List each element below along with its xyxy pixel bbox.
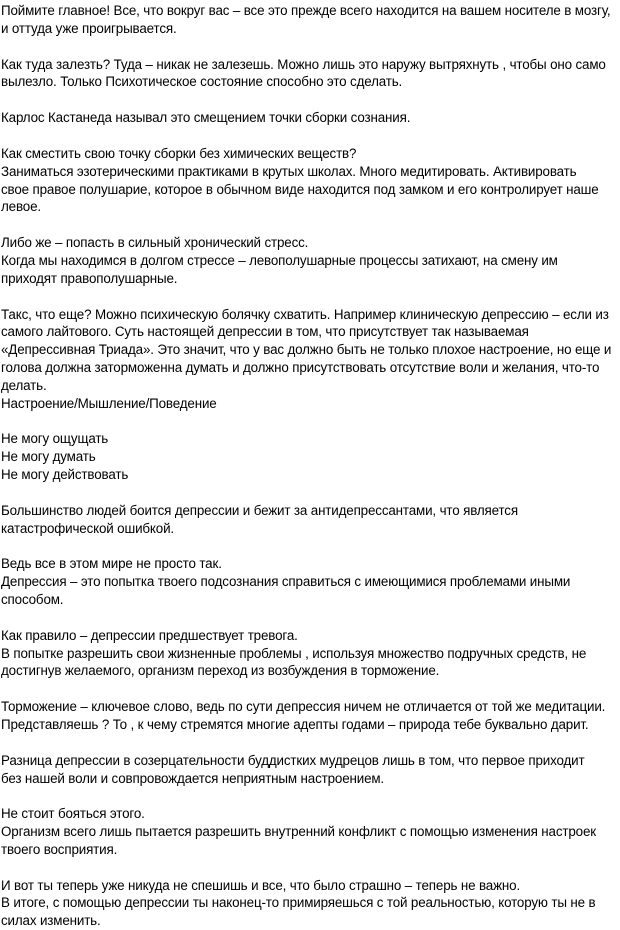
- text-line: Не могу думать: [1, 449, 96, 465]
- paragraph: [1, 109, 614, 127]
- paragraph: [1, 752, 614, 788]
- text-line: Как сместить свою точку сборки без химических веществ?: [1, 145, 357, 161]
- text-line: Не могу ощущать: [1, 431, 109, 447]
- paragraph: [1, 698, 614, 734]
- text-line: левое.: [1, 199, 41, 215]
- text-line: Не могу действовать: [1, 466, 129, 482]
- text-line: Как правило – депрессии предшествует тревога.: [1, 627, 298, 643]
- text-line: Карлос Кастанеда называл это смещением точки сборки сознания.: [1, 110, 411, 126]
- text-line: «Депрессивная Триада». Это значит, что у вас должно быть не только плохое настроение, но еще и: [1, 342, 612, 358]
- document-body: [1, 2, 614, 930]
- text-line: свое правое полушарие, которое в обычном виде находится под замком и его контролирует наше: [1, 181, 599, 197]
- text-line: катастрофической ошибкой.: [1, 520, 174, 536]
- text-line: Не стоит бояться этого.: [1, 806, 145, 822]
- text-line: Представляешь ? То , к чему стремятся многие адепты годами – природа тебе буквально дарит.: [1, 716, 589, 732]
- paragraph: [1, 502, 614, 538]
- paragraph: [1, 627, 614, 680]
- text-line: Когда мы находимся в долгом стрессе – левополушарные процессы затихают, на смену им: [1, 252, 558, 268]
- text-line: Организм всего лишь пытается разрешить внутренний конфликт с помощью изменения настроек: [1, 824, 596, 840]
- paragraph: [1, 877, 614, 930]
- text-line: В итоге, с помощью депрессии ты наконец-то примиряешься с той реальностью, которую ты не в: [1, 895, 596, 911]
- paragraph: [1, 2, 614, 38]
- text-line: достигнув желаемого, организм переход из возбуждения в торможение.: [1, 663, 440, 679]
- text-line: Такс, что еще? Можно психическую болячку схватить. Например клиническую депрессию – если из: [1, 306, 609, 322]
- text-line: голова должна заторможенна думать и должно присутствовать отсутствие воли и желания, что-то: [1, 359, 600, 375]
- text-line: Депрессия – это попытка твоего подсознания справиться с имеющимися проблемами иными: [1, 574, 571, 590]
- paragraph: [1, 56, 614, 92]
- text-line: Настроение/Мышление/Поведение: [1, 395, 217, 411]
- text-line: вылезло. Только Психотическое состояние способно это сделать.: [1, 74, 403, 90]
- text-line: без нашей воли и совпровождается неприятным настроением.: [1, 770, 384, 786]
- text-line: В попытке разрешить свои жизненные проблемы , используя множество подручных средств, не: [1, 645, 587, 661]
- text-line: приходят правополушарные.: [1, 270, 178, 286]
- paragraph: [1, 145, 614, 216]
- paragraph: [1, 430, 614, 483]
- text-line: Заниматься эзотерическими практиками в крутых школах. Много медитировать. Активировать: [1, 163, 577, 179]
- text-line: твоего восприятия.: [1, 841, 118, 857]
- text-line: Ведь все в этом мире не просто так.: [1, 556, 222, 572]
- text-line: Либо же – попасть в сильный хронический стресс.: [1, 235, 309, 251]
- text-line: самого лайтового. Суть настоящей депрессии в том, что присутствует так называемая: [1, 324, 529, 340]
- paragraph: [1, 805, 614, 858]
- text-line: Как туда залезть? Туда – никак не залезешь. Можно лишь это наружу вытряхнуть , чтобы оно само: [1, 56, 606, 72]
- text-line: Торможение – ключевое слово, ведь по сути депрессия ничем не отличается от той же медитации.: [1, 699, 606, 715]
- text-line: способом.: [1, 591, 64, 607]
- text-line: силах изменить.: [1, 913, 101, 929]
- text-line: и оттуда уже проигрывается.: [1, 20, 177, 36]
- text-line: И вот ты теперь уже никуда не спешишь и все, что было страшно – теперь не важно.: [1, 877, 521, 893]
- text-line: Поймите главное! Все, что вокруг вас – все это прежде всего находится на вашем носителе в мозгу,: [1, 3, 611, 18]
- paragraph: [1, 306, 614, 413]
- text-line: делать.: [1, 377, 47, 393]
- text-line: Большинство людей боится депрессии и бежит за антидепрессантами, что является: [1, 502, 518, 518]
- paragraph: [1, 234, 614, 287]
- text-line: Разница депрессии в созерцательности буддистких мудрецов лишь в том, что первое приходит: [1, 752, 585, 768]
- paragraph: [1, 555, 614, 608]
